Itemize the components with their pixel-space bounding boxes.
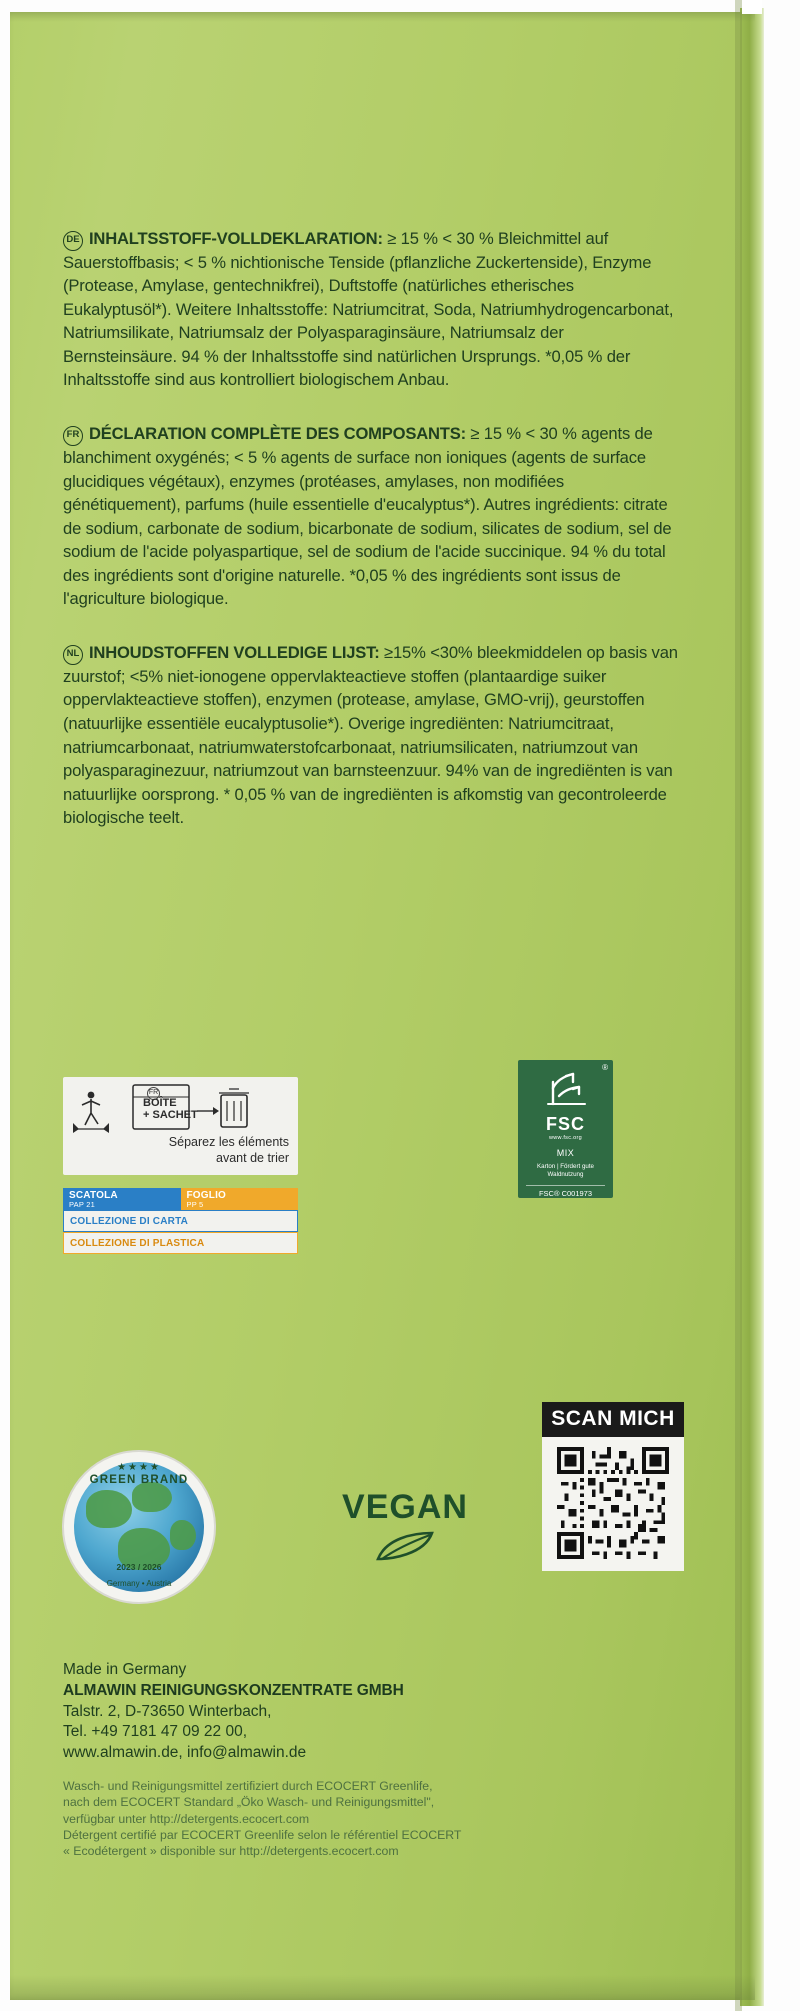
green-brand-logo — [62, 1450, 216, 1604]
declaration-nl — [63, 641, 680, 830]
company-address: Talstr. 2, D-73650 Winterbach, — [63, 1702, 272, 1720]
fsc-license-code: FSC® C001973 — [526, 1185, 605, 1198]
triman-box-label: BOÎTE + SACHET — [143, 1097, 198, 1121]
vegan-logo — [300, 1488, 510, 1568]
declaration-fr — [63, 422, 680, 611]
green-brand-countries: Germany • Austria — [106, 1579, 172, 1588]
qr-code-icon[interactable] — [557, 1447, 669, 1559]
declaration-fr-paragraph — [63, 422, 680, 611]
triman-fr-tag: FR — [147, 1087, 160, 1100]
italian-sorting-cell-scatola: SCATOLA PAP 21 — [63, 1188, 181, 1210]
declaration-nl-body: ≥15% <30% bleekmiddelen op basis van zuurstof; <5% niet-ionogene oppervlakteactieve stoffen (plantaardige suiker oppervlakteactieve stoffen), enzymen (protease, amylase, GMO-vrij), geurstoffen (natuurlijke essentiële eucalyptusolie*). Overige ingrediënten: Natriumcitraat, natriumcarbonaat, natriumwaterstofcarbonaat, natriumsilicaten, natriumzout van polyasparaginezuur, natriumzout van barnsteenzuur. 94% van de ingrediënten is van natuurlijke oorsprong. * 0,05 % van de ingrediënten is afkomstig van gecontroleerde biologische teelt. — [63, 642, 678, 828]
company-web: www.almawin.de, info@almawin.de — [63, 1744, 307, 1762]
italian-sorting-table — [63, 1188, 298, 1254]
italian-sorting-cell-carta: COLLEZIONE DI CARTA — [63, 1210, 298, 1232]
vegan-leaf-icon — [300, 1529, 510, 1568]
manufacturer-footer — [63, 1660, 683, 1860]
fsc-tree-icon — [518, 1068, 613, 1113]
declaration-de-title: INHALTSSTOFF-VOLLDEKLARATION: — [89, 228, 383, 248]
declaration-de — [63, 227, 680, 392]
vegan-label: VEGAN — [342, 1488, 468, 1526]
company-phone: Tel. +49 7181 47 09 22 00, — [63, 1723, 248, 1741]
ecocert-legal-text — [63, 1778, 683, 1860]
ingredient-declarations — [63, 210, 680, 860]
certification-logos-area — [50, 1407, 700, 1640]
triman-instruction — [71, 1135, 289, 1166]
recycling-symbols-area — [63, 1060, 693, 1320]
globe-landmass — [132, 1482, 172, 1512]
fsc-name: FSC — [546, 1114, 585, 1134]
carton-bottom-shadow — [10, 1975, 755, 2000]
legal-line: Wasch- und Reinigungsmittel zertifiziert durch ECOCERT Greenlife, — [63, 1778, 433, 1793]
declaration-fr-body: ≥ 15 % < 30 % agents de blanchiment oxygénés; < 5 % agents de surface non ioniques (agents de surface glucidiques végétaux), enzymes (protéases, amylases, non modifiées génétiquement), parfums (huile essentielle d'eucalyptus*). Autres ingrédients: citrate de sodium, carbonate de sodium, bicarbonate de sodium, silicates de sodium, sel de sodium de l'acide polyaspartique, sel de sodium de l'acide succinique. 94 % du total des ingrédients sont d'origine naturelle. *0,05 % des ingrédients sont issus de l'agriculture biologique. — [63, 423, 672, 609]
fsc-description: Karton | Fördert gute Waldnutzung — [537, 1163, 594, 1179]
italian-sorting-cell-plastica: COLLEZIONE DI PLASTICA — [63, 1232, 298, 1254]
carton-top-shadow — [10, 12, 755, 22]
green-brand-title: GREEN BRAND — [89, 1474, 189, 1486]
globe-landmass — [86, 1490, 132, 1528]
declaration-fr-title: DÉCLARATION COMPLÈTE DES COMPOSANTS: — [89, 423, 466, 443]
italian-sorting-row — [63, 1210, 298, 1232]
carton-edge-shadow — [735, 0, 742, 2011]
declaration-nl-paragraph — [63, 641, 680, 830]
language-badge-fr: FR — [63, 426, 83, 446]
declaration-nl-title: INHOUDSTOFFEN VOLLEDIGE LIJST: — [89, 642, 380, 662]
triman-pictograms — [71, 1083, 291, 1133]
scan-me-banner: SCAN MICH — [542, 1402, 684, 1437]
fsc-label — [518, 1060, 613, 1198]
legal-line: nach dem ECOCERT Standard „Öko Wasch- und Reinigungsmittel", — [63, 1795, 435, 1810]
triman-instruction-line1: Séparez les éléments — [168, 1135, 289, 1149]
triman-sorting-label — [63, 1077, 298, 1175]
legal-line: verfügbar unter http://detergents.ecocert.com — [63, 1811, 310, 1826]
qr-code-container[interactable] — [542, 1437, 684, 1571]
fsc-url: www.fsc.org — [549, 1135, 582, 1141]
triman-instruction-line2: avant de trier — [216, 1150, 289, 1165]
carton-right-edge — [740, 8, 764, 2006]
italian-sorting-row — [63, 1188, 298, 1210]
carton-corner-notch — [742, 0, 762, 14]
declaration-de-body: ≥ 15 % < 30 % Bleichmittel auf Sauerstoffbasis; < 5 % nichtionische Tenside (pflanzliche Zuckertenside), Enzyme (Protease, Amylase, gentechnikfrei), Duftstoffe (natürliches etherisches Eukalyptusöl*). Weitere Inhaltsstoffe: Natriumcitrat, Soda, Natriumhydrogencarbonat, Natriumsilikate, Natriumsalz der Polyasparaginsäure, Natriumsalz der Bernsteinsäure. 94 % der Inhaltsstoffe sind natürlichen Ursprungs. *0,05 % der Inhaltsstoffe sind aus kontrolliert biologischem Anbau. — [63, 228, 674, 390]
company-name: ALMAWIN REINIGUNGSKONZENTRATE GMBH — [63, 1681, 404, 1699]
language-badge-de: DE — [63, 231, 83, 251]
globe-landmass — [170, 1520, 196, 1550]
italian-sorting-row — [63, 1232, 298, 1254]
legal-line: « Ecodétergent » disponible sur http://detergents.ecocert.com — [63, 1844, 399, 1859]
scan-me-block[interactable] — [542, 1402, 684, 1571]
fsc-mix-label: MIX — [556, 1148, 575, 1158]
declaration-de-paragraph — [63, 227, 680, 392]
legal-line: Détergent certifié par ECOCERT Greenlife selon le référentiel ECOCERT — [63, 1827, 462, 1842]
green-brand-years: 2023 / 2026 — [116, 1562, 162, 1572]
green-brand-stars: ★★★★ — [117, 1462, 161, 1473]
made-in-line: Made in Germany — [63, 1661, 187, 1678]
italian-sorting-cell-foglio: FOGLIO PP 5 — [181, 1188, 299, 1210]
fsc-registered-mark: ® — [602, 1063, 608, 1072]
language-badge-nl: NL — [63, 645, 83, 665]
